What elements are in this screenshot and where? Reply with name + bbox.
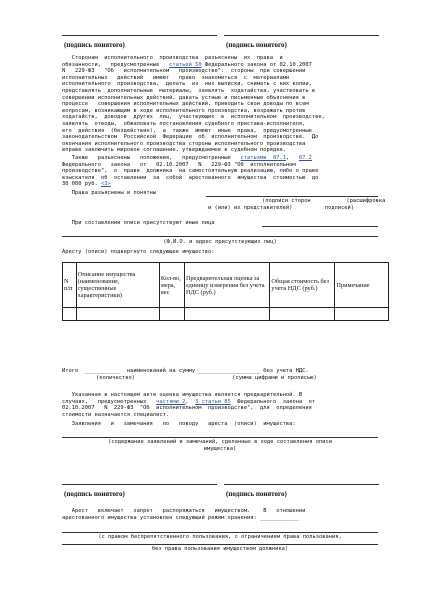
signature-line — [62, 35, 217, 36]
table-header-note: Примечание — [335, 263, 389, 308]
signatures-caption-1: (подписи сторон (расшифровка — [262, 198, 386, 204]
present-persons-line: При составлении описи присутствуют иные лица — [62, 220, 215, 226]
blank-line — [62, 437, 378, 438]
table-header-total-cost: Общая стоимость без учета НДС (руб.) — [270, 263, 335, 308]
text-line: вопросам, возникающим в ходе исполнительного производства, возражать против — [62, 107, 306, 114]
blank-line — [62, 236, 378, 237]
signature-line — [62, 484, 217, 485]
text-line: Федерального закона от 02.10.2007 N 229-ФЗ "Об исполнительном — [62, 161, 296, 168]
arrest-property-line: Аресту (описи) подвергнуто следующее имущество: — [62, 249, 215, 255]
signatures-caption-2: и (или) их представителей) подписей) — [208, 205, 355, 211]
text-line: 02.10.2007 N 229-ФЗ "Об исполнительном производстве", для определения — [62, 405, 312, 412]
sale-rights-paragraph — [62, 155, 318, 188]
blank-line — [262, 226, 378, 227]
claims-line: Заявления и замечания по поводу ареста (описи) имущества: — [62, 421, 296, 427]
witness-signature-label: (подпись понятого) — [226, 41, 287, 49]
present-persons-caption: (Ф.И.О. и адрес присутствующих лиц) — [163, 239, 277, 245]
valuation-paragraph — [62, 392, 315, 418]
text-line: совершении исполнительных действий, давать устные и письменные объяснения в — [62, 94, 306, 101]
table-header-number: N п/п — [63, 263, 77, 308]
law-reference-link[interactable]: частями 2 — [156, 398, 186, 405]
text-line: его действия (бездействие), а также имеют иные права, предусмотренные — [62, 127, 312, 134]
signature-line — [224, 35, 379, 36]
text-line: процессе совершения исполнительных действий, приводить свои доводы по всем — [62, 101, 309, 108]
text-line: окончания исполнительного производства стороны исполнительного производства — [62, 140, 306, 147]
signature-line — [206, 196, 378, 197]
property-table — [62, 262, 389, 321]
text-line: законодательством Российской Федерации об исполнительном производстве. До — [62, 134, 319, 141]
table-header-quantity: Кол-во, мера, вес — [159, 263, 184, 308]
text-line: Также разъяснены положения, предусмотренные статьями 87.1, 87.2 — [62, 155, 312, 161]
law-reference-link[interactable]: 87.2 — [298, 155, 312, 161]
table-header-unit-price: Предварительная оценка за единицу измерения без учета НДС (руб.) — [184, 263, 269, 308]
law-reference-link[interactable]: статьями 87.1 — [240, 155, 286, 161]
text-line: 30 000 руб. <3> — [62, 181, 111, 188]
text-line: заявлять отводы, обжаловать постановления судебного пристава-исполнителя, — [62, 120, 306, 127]
text-line: Сторонам исполнительного производства разъяснены их права и — [62, 55, 283, 61]
witness-signature-label: (подпись понятого) — [64, 41, 125, 49]
law-reference-link[interactable]: 3 статьи 85 — [195, 398, 231, 405]
claims-caption-2: имущества) — [203, 446, 237, 452]
text-line: представлять дополнительные материалы, заявлять ходатайства, участвовать в — [62, 87, 316, 94]
text-line: случаях, предусмотренных частями 2, 3 статьи 85 Федерального закона от — [62, 398, 316, 405]
text-line: арестованного имущества установлен следующий режим хранения: ____________ — [62, 514, 299, 521]
storage-caption-2: без права пользования имуществом должника) — [151, 546, 289, 552]
witness-signature-label: (подпись понятого) — [64, 490, 125, 498]
blank-line — [62, 544, 378, 545]
table-row — [63, 308, 389, 321]
storage-paragraph — [62, 508, 305, 521]
text-line: производстве", о праве должника на самостоятельную реализацию, либо о праве — [62, 168, 319, 175]
total-line: Итого ___________ наименований на сумму ___________________ без учета НДС. — [62, 368, 309, 374]
text-line: исполнительного производства, делать из них выписки, снимать с них копии, — [62, 81, 312, 88]
text-line: Указанная в настоящем акте оценка имущества является предварительной. В — [62, 392, 303, 398]
blank-line — [62, 532, 378, 533]
law-reference-link[interactable]: <3> — [100, 181, 111, 188]
text-line: стоимости назначается специалист. — [62, 411, 170, 418]
total-caption: (количество) (сумма цифрами и прописью) — [96, 375, 317, 381]
law-reference-link[interactable]: статьей 50 — [169, 61, 202, 68]
witness-signature-label: (подпись понятого) — [226, 490, 287, 498]
text-line: Арест включает запрет распоряжаться имуществом. В отношении — [62, 508, 306, 514]
text-line: взыскателя об оставлении за собой арестованного имущества стоимостью до — [62, 174, 319, 181]
text-line: вправе заключить мировое соглашение, утверждаемое в судебном порядке. — [62, 147, 286, 154]
storage-caption-1: (с правом беспрепятственного пользования, с ограничением права пользования, — [98, 534, 342, 540]
rights-explanation-paragraph — [62, 55, 325, 154]
table-header-description: Описание имущества (наименование, существенные характеристики) — [76, 263, 159, 308]
claims-caption-1: (содержание заявлений и замечаний, сделанных в ходе составления описи — [108, 439, 332, 445]
signature-line — [224, 484, 379, 485]
rights-understood-line: Права разъяснены и понятны — [62, 190, 157, 196]
text-line: исполнительных действий имеют право знакомиться с материалами — [62, 74, 290, 81]
text-line: N 229-ФЗ "Об исполнительном производстве": стороны при совершении — [62, 68, 306, 75]
text-line: обязанности, предусмотренные статьей 50 Федерального закона от 02.10.2007 — [62, 61, 312, 68]
text-line: ходатайств, доводов других лиц, участвующих в исполнительном производстве, — [62, 114, 325, 121]
